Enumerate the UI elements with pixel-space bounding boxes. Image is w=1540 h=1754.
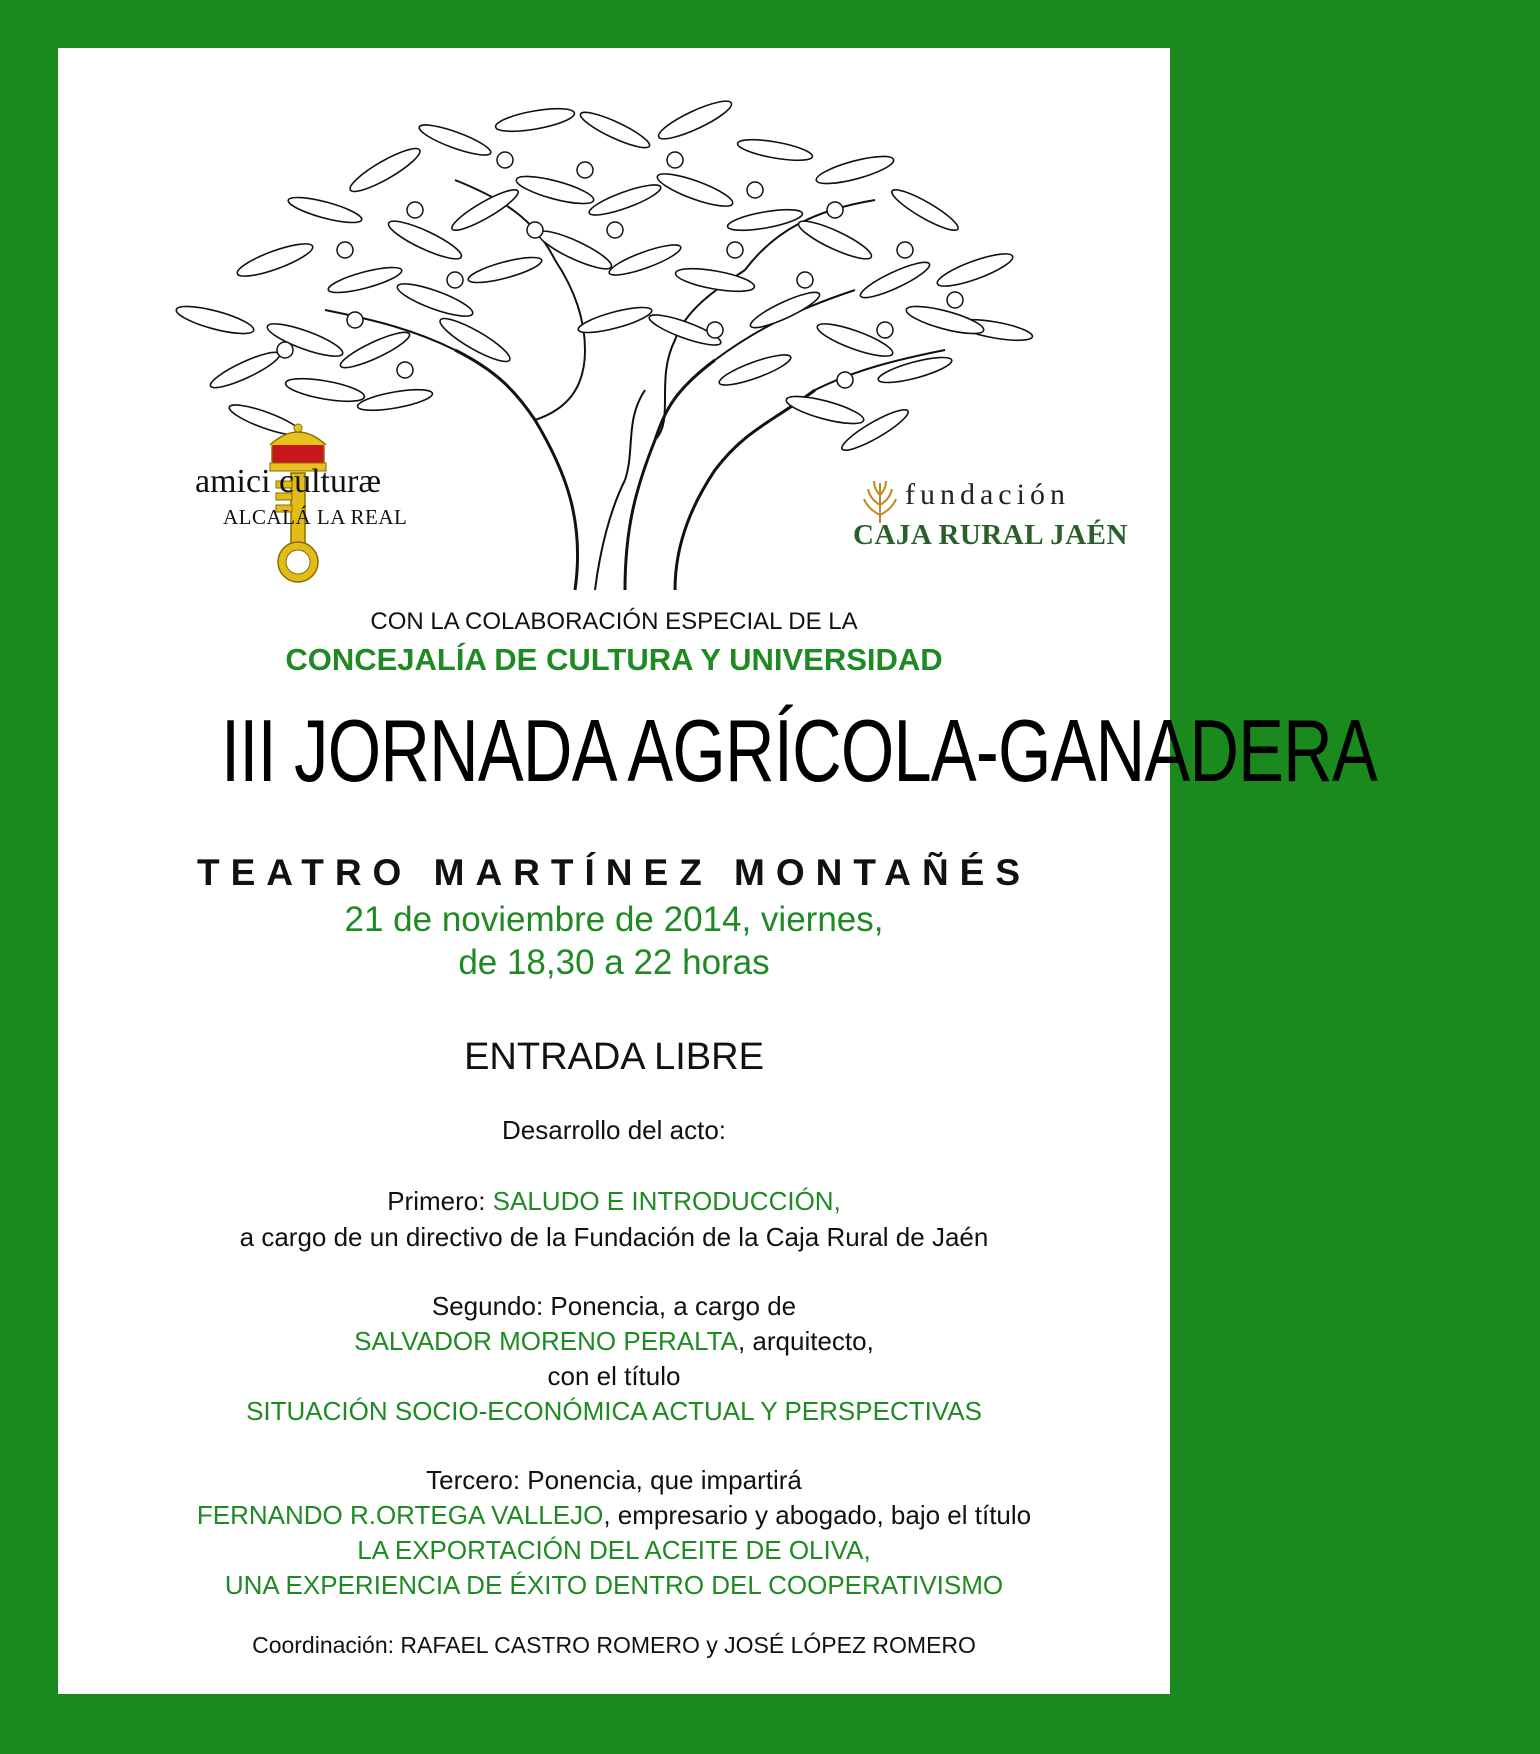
- entrance-line: ENTRADA LIBRE: [464, 1036, 764, 1078]
- tercero-talk-title-1: LA EXPORTACIÓN DEL ACEITE DE OLIVA,: [357, 1535, 871, 1565]
- collaboration-line: CON LA COLABORACIÓN ESPECIAL DE LA: [370, 608, 858, 635]
- segundo-speaker: SALVADOR MORENO PERALTA: [354, 1326, 738, 1356]
- program-heading: Desarrollo del acto:: [502, 1115, 726, 1145]
- tercero-talk-title-2: UNA EXPERIENCIA DE ÉXITO DENTRO DEL COOPERATIVISMO: [224, 1570, 1004, 1600]
- segundo-talk-title: SITUACIÓN SOCIO-ECONÓMICA ACTUAL Y PERSPECTIVAS: [246, 1396, 982, 1426]
- amici-logo-line1: amici culturæ: [195, 463, 382, 500]
- event-title-text: III JORNADA AGRÍCOLA-GANADERA: [221, 701, 1377, 800]
- amici-logo-line2: ALCALÁ LA REAL: [223, 505, 408, 529]
- caja-logo-line2: CAJA RURAL JAÉN: [853, 519, 1128, 551]
- tercero-speaker: FERNANDO R.ORTEGA VALLEJO: [196, 1500, 604, 1530]
- date-line: 21 de noviembre de 2014, viernes,: [344, 900, 884, 939]
- primero-highlight: SALUDO E INTRODUCCIÓN,: [492, 1186, 841, 1216]
- segundo-speaker-role: , arquitecto,: [737, 1326, 874, 1356]
- tercero-speaker-line: [58, 1500, 1170, 1531]
- segundo-line: Segundo: Ponencia, a cargo de: [431, 1291, 797, 1321]
- hours-line: de 18,30 a 22 horas: [458, 943, 770, 982]
- primero-line: [58, 1186, 1170, 1217]
- event-title: [58, 700, 1377, 802]
- segundo-title-intro: con el título: [547, 1361, 681, 1391]
- concejalia-line: CONCEJALÍA DE CULTURA Y UNIVERSIDAD: [285, 642, 943, 677]
- primero-label: Primero:: [387, 1186, 493, 1216]
- venue-line: TEATRO MARTÍNEZ MONTAÑÉS: [196, 852, 1032, 893]
- caja-logo-line1: fundación: [905, 478, 1070, 511]
- coordination-line: Coordinación: RAFAEL CASTRO ROMERO y JOSÉ LÓPEZ ROMERO: [252, 1632, 976, 1658]
- segundo-speaker-line: [58, 1326, 1170, 1357]
- primero-detail: a cargo de un directivo de la Fundación de la Caja Rural de Jaén: [239, 1222, 989, 1252]
- tercero-speaker-role: , empresario y abogado, bajo el título: [603, 1500, 1032, 1530]
- tercero-line: Tercero: Ponencia, que impartirá: [426, 1465, 802, 1495]
